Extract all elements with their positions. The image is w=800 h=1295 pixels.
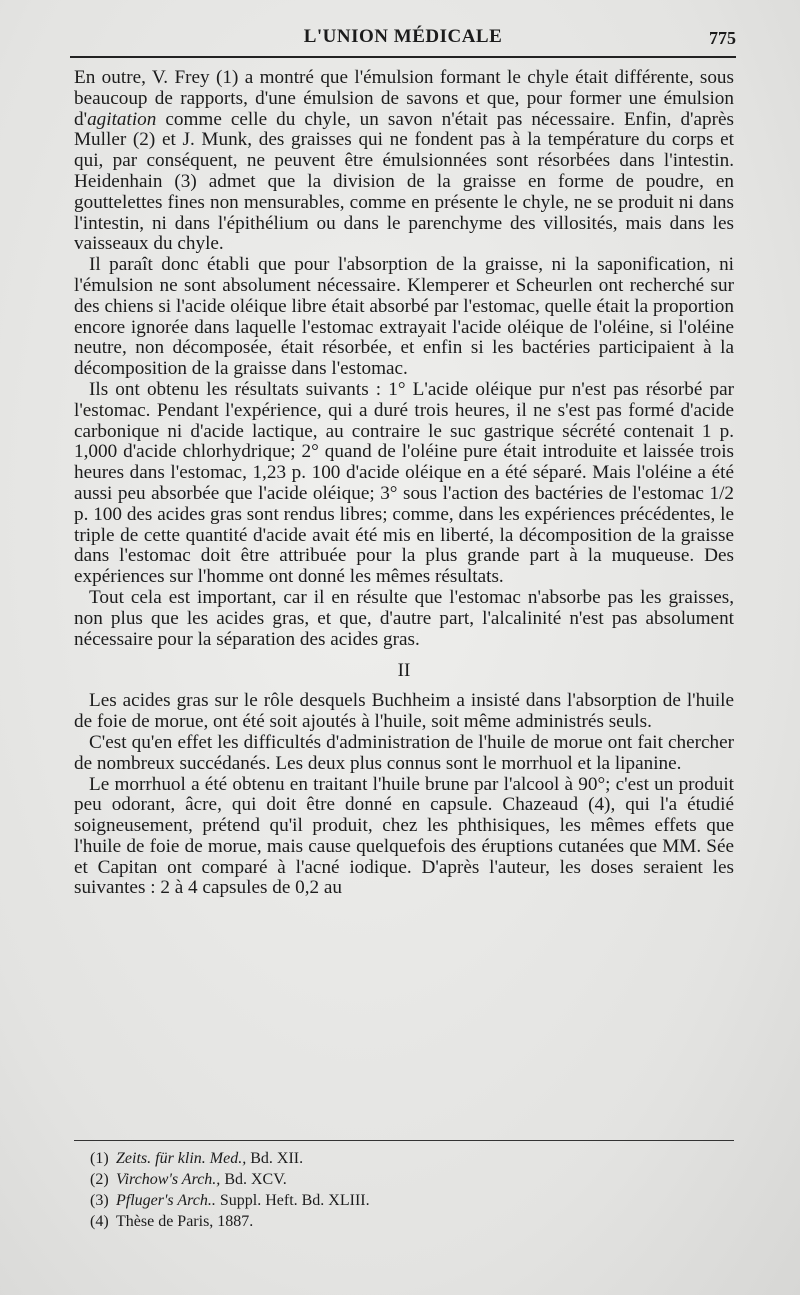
page-number: 775 xyxy=(709,28,736,48)
footnote-detail: Suppl. Heft. Bd. XLIII. xyxy=(215,1192,370,1209)
paragraph-6: C'est qu'en effet les difficultés d'administration de l'huile de morue ont fait chercher de nombreux succédanés. Les deux plus connus sont le morrhuol et la lipanine. xyxy=(74,731,734,774)
footnote-3 xyxy=(90,1190,730,1211)
footnote-rule xyxy=(74,1140,734,1141)
header-rule xyxy=(70,56,736,58)
paragraph-3: Ils ont obtenu les résultats suivants : 1° L'acide oléique pur n'est pas résorbé par l'estomac. Pendant l'expérience, qui a duré trois heures, il ne s'est pas formé d'acide carbonique ni d'acide lactique, au contraire le suc gastrique sécrété contenait 1 p. 1,000 d'acide chlorhydrique; 2° quand de l'oléine pure était introduite et laissée trois heures dans l'estomac, 1,23 p. 100 d'acide oléique en a été séparé. Mais l'oléine a été aussi peu absorbée que l'acide oléique; 3° sous l'action des bactéries de l'estomac 1/2 p. 100 des acides gras sont rendus libres; comme, dans les expériences précédentes, le triple de cette quantité d'acide avait été mis en liberté, la décomposition de la graisse dans l'estomac doit être attribuée pour la plus grande part à la muqueuse. Des expériences sur l'homme ont donné les mêmes résultats. xyxy=(74,378,734,588)
paragraph-5: Les acides gras sur le rôle desquels Buchheim a insisté dans l'absorption de l'huile de foie de morue, ont été soit ajoutés à l'huile, soit même administrés seuls. xyxy=(74,690,734,733)
footnote-source: Zeits. für klin. Med., xyxy=(116,1150,247,1167)
footnote-4 xyxy=(90,1211,730,1232)
footnote-number: (3) xyxy=(90,1192,109,1209)
footnote-source: Virchow's Arch., xyxy=(116,1171,221,1188)
footnotes xyxy=(90,1148,730,1232)
paragraph-1-text-after: comme celle du chyle, un savon n'était pas nécessaire. Enfin, d'après Muller (2) et J. Munk, des graisses qui ne fondent pas à la température du corps et qui, par conséquent, ne peuvent être émulsionnées sont résorbées dans l'intestin. Heidenhain (3) admet que la division de la graisse en forme de poudre, en gouttelettes fines non mensurables, comme en présente le chyle, ne se produit ni dans l'intestin, ni dans l'épithélium ou dans le parenchyme des villosités, mais dans les vaisseaux du chyle. xyxy=(74,108,734,255)
footnote-number: (2) xyxy=(90,1171,109,1188)
footnote-number: (1) xyxy=(90,1150,109,1167)
journal-title: L'UNION MÉDICALE xyxy=(303,26,503,47)
footnote-detail: Bd. XII. xyxy=(246,1150,304,1167)
paragraph-4: Tout cela est important, car il en résulte que l'estomac n'absorbe pas les graisses, non plus que les acides gras, et que, d'autre part, l'alcalinité n'est pas absolument nécessaire pour la séparation des acides gras. xyxy=(74,586,734,650)
section-heading: II xyxy=(397,660,411,682)
footnote-source: Pfluger's Arch.. xyxy=(116,1192,216,1209)
footnote-detail: Bd. XCV. xyxy=(220,1171,287,1188)
paragraph-1 xyxy=(74,68,734,255)
paragraph-1-italic: agitation xyxy=(87,108,157,130)
footnote-detail: Thèse de Paris, 1887. xyxy=(116,1213,254,1230)
running-header xyxy=(70,26,736,56)
footnote-1 xyxy=(90,1148,730,1169)
paragraph-2: Il paraît donc établi que pour l'absorption de la graisse, ni la saponification, ni l'émulsion ne sont absolument nécessaire. Klemperer et Scheurlen ont recherché sur des chiens si l'acide oléique libre était absorbé par l'estomac, quelle était la proportion encore ignorée dans laquelle l'estomac extrayait l'acide oléique de l'oléine, si l'oléine neutre, non décomposée, était résorbée, et enfin si les bactéries participaient à la décomposition de la graisse dans l'estomac. xyxy=(74,254,734,380)
paragraph-1-text: En outre, V. Frey (1) a montré que l'émulsion formant le chyle était différente, sous beaucoup de rapports, d'une émulsion de savons et que, pour former une émulsion d' xyxy=(74,67,734,130)
footnote-2 xyxy=(90,1169,730,1190)
body-text xyxy=(74,68,734,899)
paragraph-7: Le morrhuol a été obtenu en traitant l'huile brune par l'alcool à 90°; c'est un produit peu odorant, âcre, qui doit être donné en capsule. Chazeaud (4), qui l'a étudié soigneusement, prétend qu'il produit, chez les phthisiques, les mêmes effets que l'huile de foie de morue, mais cause quelquefois des éruptions cutanées que MM. Sée et Capitan ont comparé à l'acné iodique. D'après l'auteur, les doses seraient les suivantes : 2 à 4 capsules de 0,2 au xyxy=(74,773,734,899)
footnote-number: (4) xyxy=(90,1213,109,1230)
